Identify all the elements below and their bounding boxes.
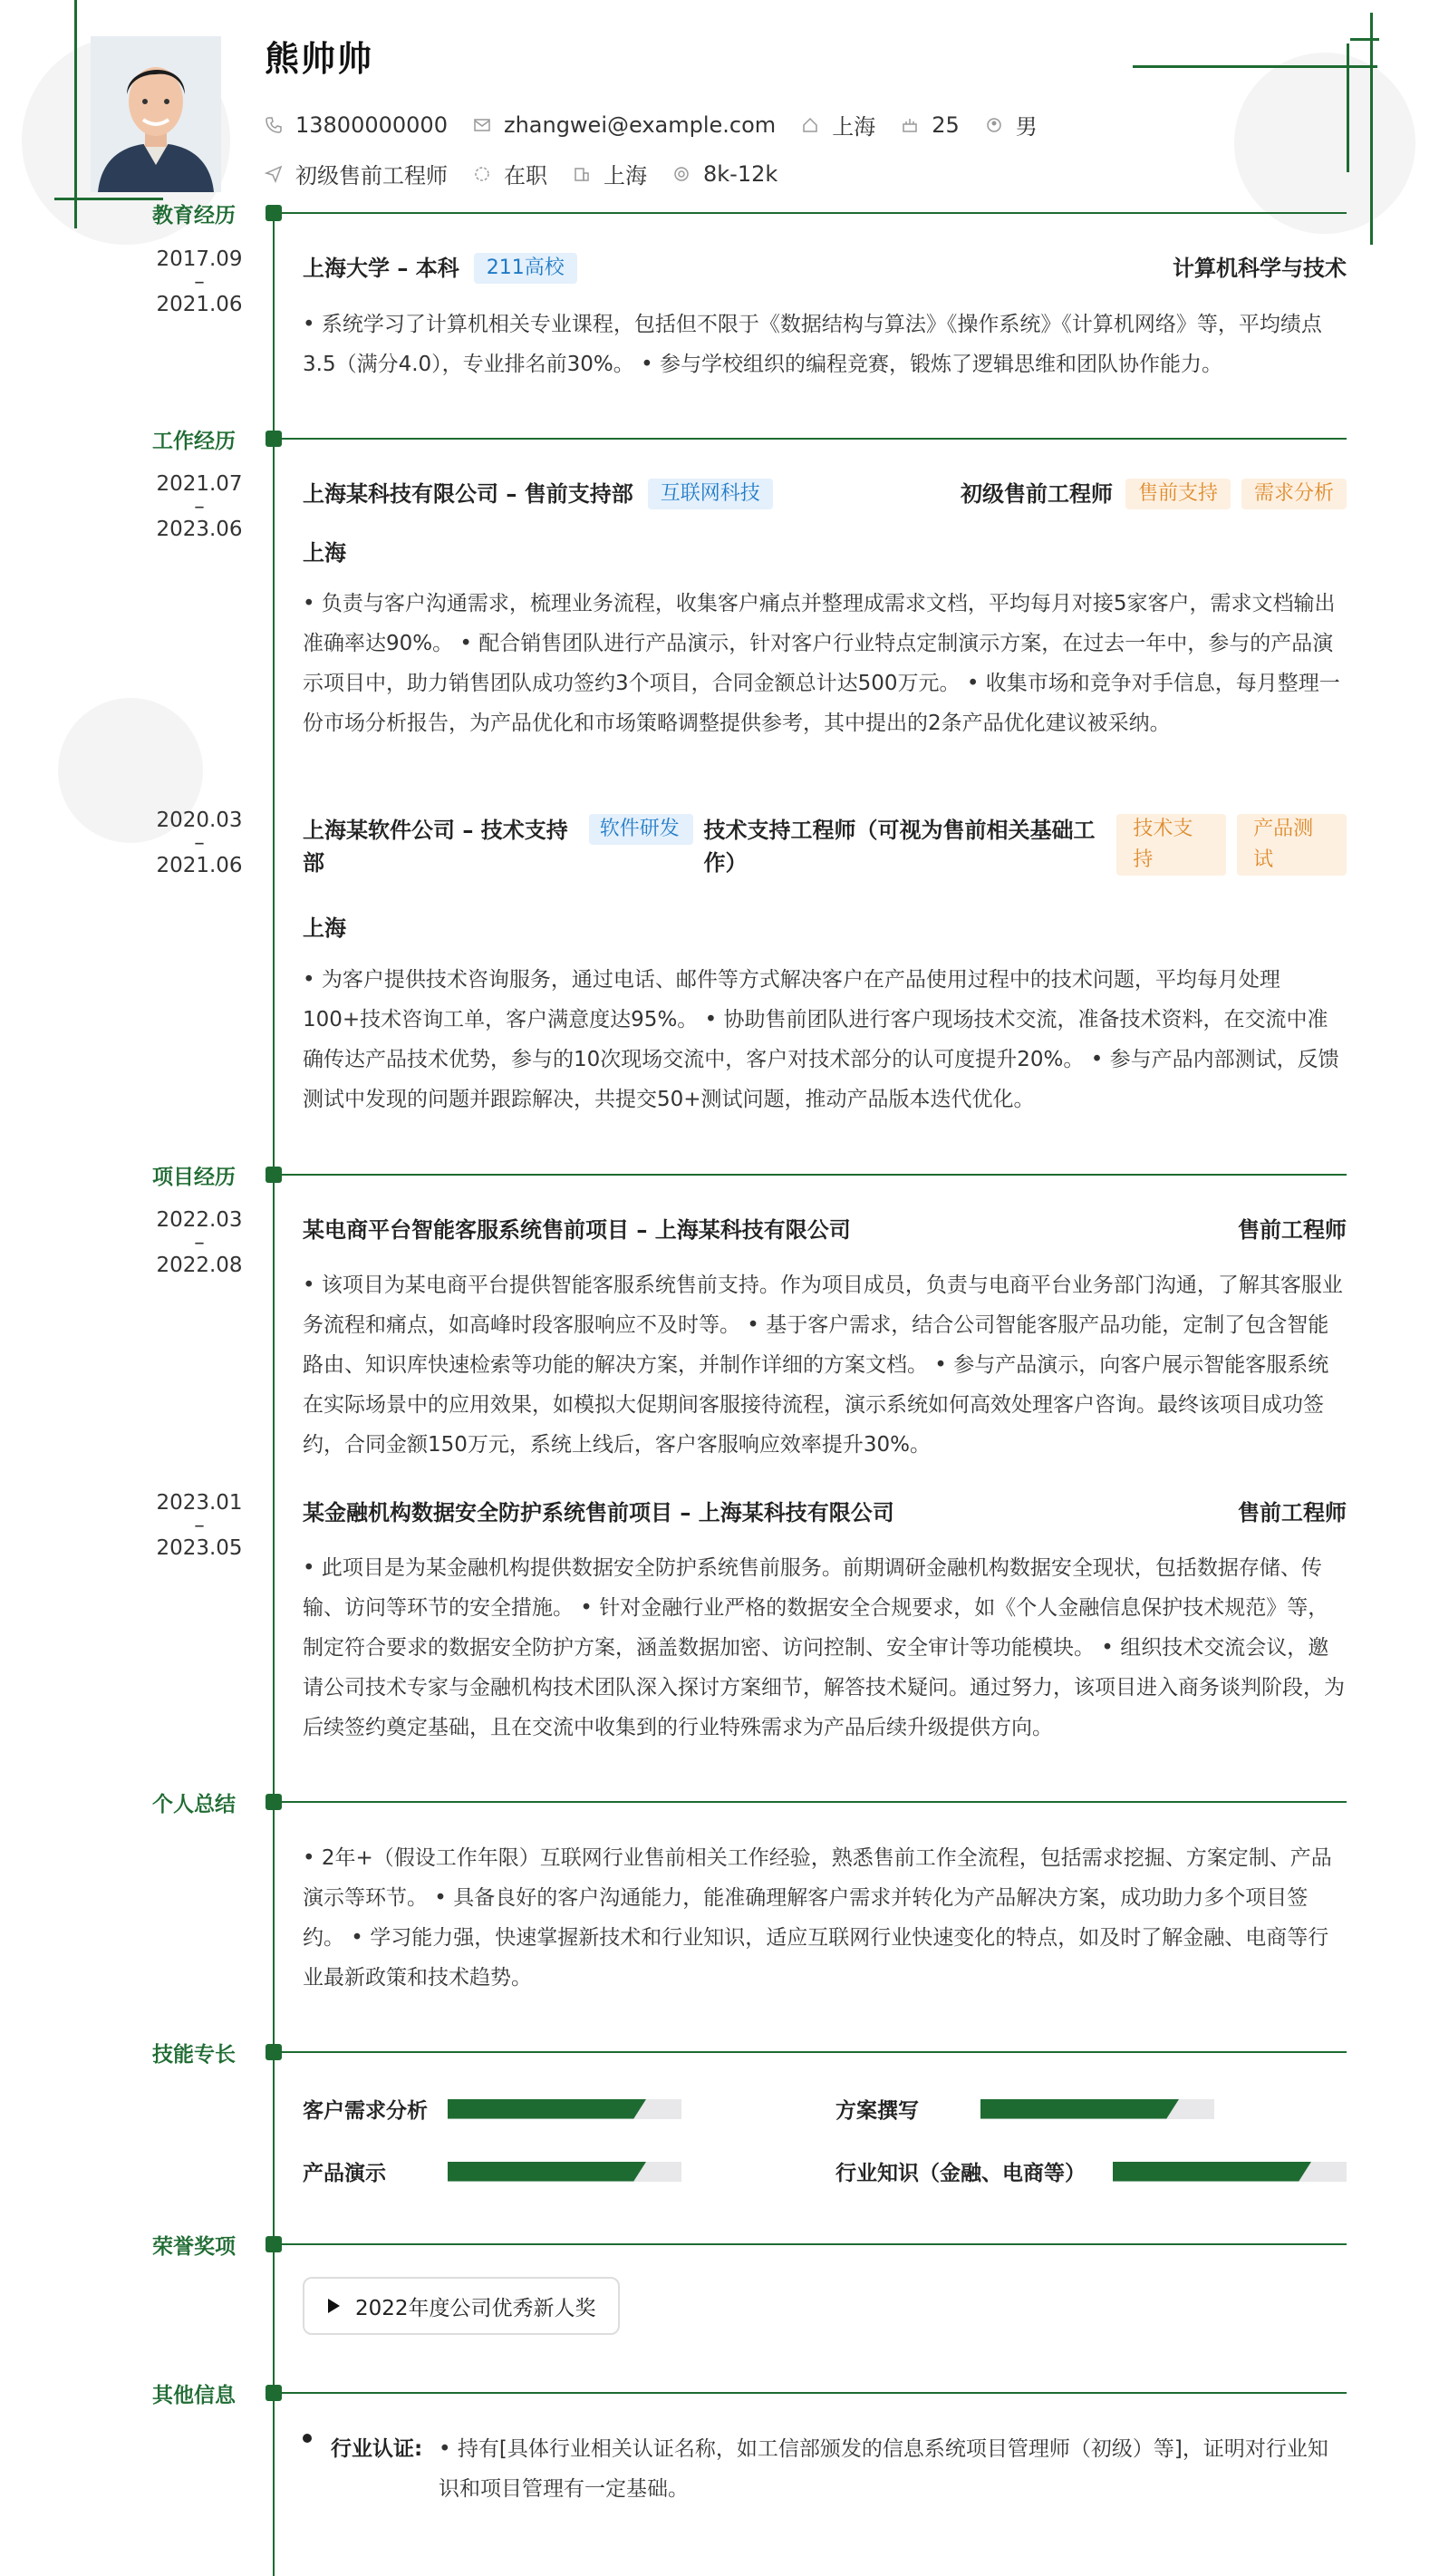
section-divider — [281, 2392, 1347, 2394]
other-text-bullet: • — [439, 2437, 458, 2461]
decor-line — [1350, 38, 1379, 41]
other-text — [439, 2429, 1347, 2509]
section-divider — [281, 2051, 1347, 2053]
coin-icon — [672, 165, 691, 183]
skill-item — [835, 2156, 1347, 2186]
home-icon — [801, 116, 819, 134]
section-marker — [266, 2236, 282, 2252]
date-start: 2017.09 — [156, 247, 243, 271]
project-description: • 此项目是为某金融机构提供数据安全防护系统售前服务。前期调研金融机构数据安全现状，包括数据存储、传输、访问等环节的安全措施。 • 针对金融行业严格的数据安全合规要求，如《个人金融信息保护技术规范》等，制定符合要求的数据安全防护方案，涵盖数据加密、访问控制、安全审计等功能模块。 • 组织技术交流会议，邀请公司技术专家与金融机构技术团队深入探讨方案细节，解答技术疑问。通过努力，该项目进入商务谈判阶段，为后续签约奠定基础，且在交流中收集到的行业特殊需求为产品后续升级提供方向。 — [303, 1556, 1345, 1739]
location-text: 上海 — [832, 114, 876, 140]
location-item — [801, 109, 875, 140]
age-item — [901, 112, 960, 138]
decor-line — [1347, 44, 1349, 172]
candidate-name: 熊帅帅 — [265, 39, 374, 79]
section-title-work: 工作经历 — [152, 430, 236, 453]
date-end: 2023.05 — [156, 1536, 243, 1560]
summary-text: • 2年+（假设工作年限）互联网行业售前相关工作经验，熟悉售前工作全流程，包括需求挖掘、方案定制、产品演示等环节。 • 具备良好的客户沟通能力，能准确理解客户需求并转化为产品解决方案，成功助力多个项目签约。 • 学习能力强，快速掌握新技术和行业知识，适应互联网行业快速变化的特点，如及时了解金融、电商等行业最新政策和技术趋势。 — [303, 1846, 1332, 1990]
decor-line — [1370, 13, 1373, 245]
email-text: zhangwei@example.com — [503, 111, 777, 138]
project-header — [303, 1214, 1347, 1246]
section-marker — [266, 205, 282, 221]
award-label: 2022年度公司优秀新人奖 — [355, 2296, 596, 2320]
project-role: 售前工程师 — [1238, 1500, 1347, 1525]
list-bullet — [303, 2434, 312, 2443]
date-range — [145, 473, 254, 541]
work-header — [303, 478, 1347, 510]
date-start: 2020.03 — [156, 809, 243, 832]
date-separator: – — [194, 831, 205, 855]
industry-tag: 互联网科技 — [648, 479, 773, 509]
school-tag: 211高校 — [474, 253, 577, 284]
skill-item — [303, 2094, 681, 2124]
decor-line — [54, 198, 163, 200]
other-text-content: 持有[具体行业相关认证名称，如工信部颁发的信息系统项目管理师（初级）等]，证明对行业知识和项目管理有一定基础。 — [439, 2437, 1328, 2501]
section-title-education: 教育经历 — [152, 204, 236, 228]
contact-row — [265, 109, 1063, 140]
status-icon — [473, 165, 491, 183]
date-start: 2022.03 — [156, 1208, 243, 1232]
date-separator: – — [194, 1514, 205, 1537]
company-name: 上海某软件公司 – 技术支持部 — [303, 818, 568, 876]
date-range — [145, 809, 254, 877]
avatar — [91, 36, 221, 192]
date-end: 2022.08 — [156, 1254, 243, 1277]
phone-item — [265, 112, 448, 138]
gender-icon — [985, 116, 1003, 134]
skill-bar — [448, 2099, 681, 2119]
salary-text: 8k-12k — [703, 160, 778, 187]
decor-line — [74, 0, 77, 228]
section-divider — [281, 438, 1347, 440]
send-icon — [265, 165, 283, 183]
job-role: 初级售前工程师 — [960, 481, 1113, 507]
status-item — [473, 158, 547, 189]
company-name: 上海某科技有限公司 – 售前支持部 — [303, 481, 633, 507]
skill-bar-fill — [448, 2099, 646, 2119]
age-text: 25 — [932, 111, 960, 138]
target-city-item — [573, 158, 647, 189]
section-title-summary: 个人总结 — [152, 1793, 236, 1816]
decor-line — [1133, 65, 1377, 68]
section-marker — [266, 1794, 282, 1810]
date-end: 2023.06 — [156, 518, 243, 541]
section-divider — [281, 212, 1347, 214]
building-icon — [573, 165, 591, 183]
decor-circle-top-right — [1234, 53, 1415, 234]
date-range — [145, 1492, 254, 1560]
project-role: 售前工程师 — [1238, 1217, 1347, 1243]
section-title-other: 其他信息 — [152, 2384, 236, 2407]
section-marker — [266, 2385, 282, 2401]
skill-bar-fill — [448, 2162, 646, 2182]
work-description: • 为客户提供技术咨询服务，通过电话、邮件等方式解决客户在产品使用过程中的技术问题，平均每月处理100+技术咨询工单，客户满意度达95%。 • 协助售前团队进行客户现场技术交流，准备技术资料，在交流中准确传达产品技术优势，参与的10次现场交流中，客户对技术部分的认可度提升20%。 • 参与产品内部测试，反馈测试中发现的问题并跟踪解决，共提交50+测试问题，推动产品版本迭代优化。 — [303, 968, 1339, 1111]
salary-item — [672, 161, 777, 187]
cake-icon — [901, 116, 919, 134]
project-name: 某电商平台智能客服系统售前项目 – 上海某科技有限公司 — [303, 1217, 851, 1243]
timeline-line — [273, 214, 275, 2576]
work-city: 上海 — [303, 915, 346, 941]
section-divider — [281, 1801, 1347, 1803]
section-divider — [281, 2243, 1347, 2245]
major: 计算机科学与技术 — [1173, 256, 1347, 281]
skill-bar — [1113, 2162, 1347, 2182]
skill-bar-fill — [1113, 2162, 1311, 2182]
job-role: 技术支持工程师（可视为售前相关基础工作） — [703, 818, 1096, 876]
date-separator: – — [194, 495, 205, 518]
mail-icon — [473, 116, 491, 134]
work-description: • 负责与客户沟通需求，梳理业务流程，收集客户痛点并整理成需求文档，平均每月对接5家客户，需求文档输出准确率达90%。 • 配合销售团队进行产品演示，针对客户行业特点定制演示方案，在过去一年中，参与的产品演示项目中，助力销售团队成功签约3个项目，合同金额总计达500万元。 • 收集市场和竞争对手信息，每月整理一份市场分析报告，为产品优化和市场策略调整提供参考，其中提出的2条产品优化建议被采纳。 — [303, 592, 1340, 735]
skill-bar — [980, 2099, 1214, 2119]
section-marker — [266, 2044, 282, 2060]
work-header — [303, 814, 1347, 879]
role-tag: 售前支持 — [1125, 479, 1231, 509]
school-name: 上海大学 – 本科 — [303, 256, 459, 281]
section-marker — [266, 431, 282, 447]
section-marker — [266, 1167, 282, 1183]
skill-item — [303, 2156, 681, 2186]
play-icon — [326, 2298, 341, 2314]
phone-icon — [265, 116, 283, 134]
date-end: 2021.06 — [156, 293, 243, 316]
date-range — [145, 248, 254, 316]
target-city-text: 上海 — [604, 163, 647, 189]
project-name: 某金融机构数据安全防护系统售前项目 – 上海某科技有限公司 — [303, 1500, 894, 1525]
role-tag: 需求分析 — [1241, 479, 1347, 509]
education-header — [303, 252, 1347, 285]
skill-bar — [448, 2162, 681, 2182]
target-position-text: 初级售前工程师 — [295, 163, 448, 189]
award-item[interactable] — [303, 2277, 620, 2335]
project-description: • 该项目为某电商平台提供智能客服系统售前支持。作为项目成员，负责与电商平台业务部门沟通，了解其客服业务流程和痛点，如高峰时段客服响应不及时等。 • 基于客户需求，结合公司智能客服产品功能，定制了包含智能路由、知识库快速检索等功能的解决方案，并制作详细的方案文档。 • 参与产品演示，向客户展示智能客服系统在实际场景中的应用效果，如模拟大促期间客服接待流程，演示系统如何高效处理客户咨询。最终该项目成功签约，合同金额150万元，系统上线后，客户客服响应效率提升30%。 — [303, 1273, 1343, 1457]
skill-label: 客户需求分析 — [303, 2099, 428, 2123]
skill-item — [835, 2094, 1214, 2124]
skill-label: 产品演示 — [303, 2162, 386, 2185]
role-tag: 技术支持 — [1116, 814, 1226, 876]
section-title-awards: 荣誉奖项 — [152, 2235, 236, 2259]
date-end: 2021.06 — [156, 854, 243, 877]
date-start: 2021.07 — [156, 472, 243, 496]
date-start: 2023.01 — [156, 1491, 243, 1515]
email-item — [473, 112, 776, 138]
other-label: 行业认证: — [331, 2437, 423, 2461]
skill-bar-fill — [980, 2099, 1179, 2119]
work-city: 上海 — [303, 540, 346, 566]
target-position-item — [265, 158, 448, 189]
skill-label: 方案撰写 — [835, 2099, 919, 2123]
date-separator: – — [194, 270, 205, 294]
industry-tag: 软件研发 — [589, 814, 693, 845]
skill-label: 行业知识（金融、电商等） — [835, 2162, 1086, 2185]
gender-text: 男 — [1015, 114, 1038, 140]
project-header — [303, 1496, 1347, 1529]
education-description: • 系统学习了计算机相关专业课程，包括但不限于《数据结构与算法》《操作系统》《计算机网络》等，平均绩点3.5（满分4.0），专业排名前30%。 • 参与学校组织的编程竞赛，锻炼了逻辑思维和团队协作能力。 — [303, 313, 1322, 376]
role-tag: 产品测试 — [1237, 814, 1347, 876]
job-intent-row — [265, 158, 803, 189]
phone-text: 13800000000 — [295, 111, 448, 138]
section-divider — [281, 1174, 1347, 1176]
section-title-projects: 项目经历 — [152, 1166, 236, 1189]
gender-item — [985, 109, 1038, 140]
section-title-skills: 技能专长 — [152, 2043, 236, 2067]
date-range — [145, 1209, 254, 1277]
date-separator: – — [194, 1231, 205, 1254]
status-text: 在职 — [504, 163, 547, 189]
